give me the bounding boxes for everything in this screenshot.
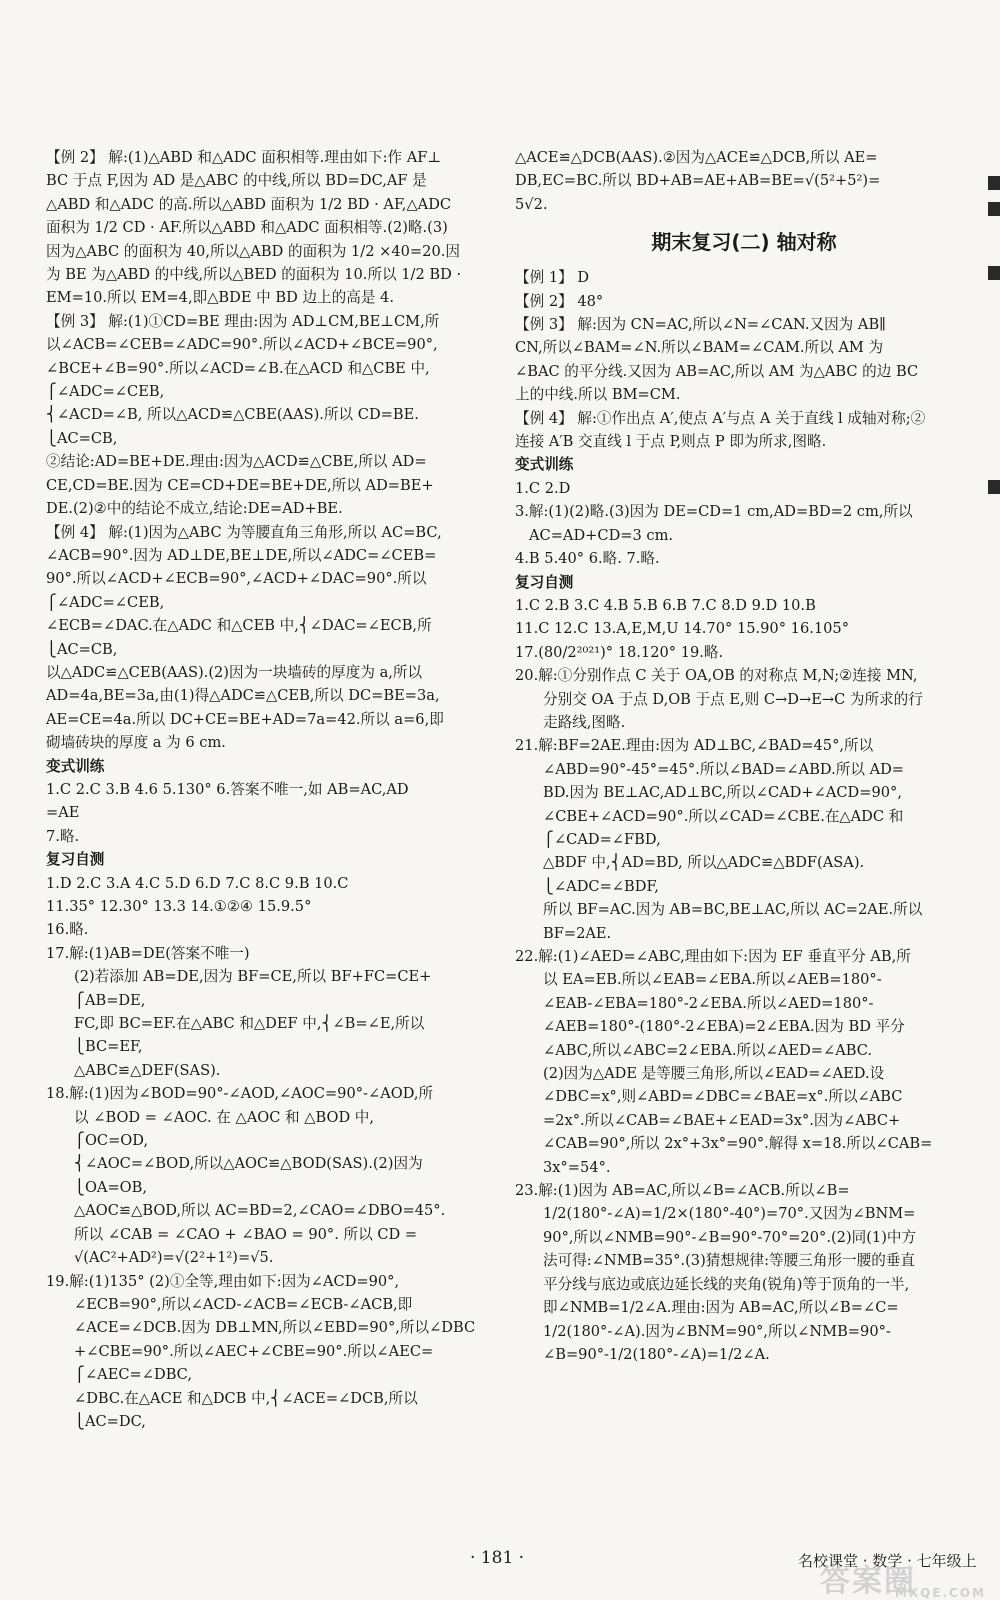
watermark-en: MXQE.COM <box>894 1586 986 1600</box>
text-line: AE=CE=4a.所以 DC+CE=BE+AD=7a=42.所以 a=6,即 <box>46 710 444 728</box>
section-title: 期末复习(二) 轴对称 <box>651 230 837 255</box>
text-line: 90°.所以∠ACD+∠ECB=90°,∠ACD+∠DAC=90°.所以 <box>46 570 427 588</box>
text-line: 法可得:∠NMB=35°.(3)猜想规律:等腰三角形一腰的垂直 <box>543 1252 915 1270</box>
text-line: 走路线,图略. <box>543 713 626 731</box>
text-line: 22.解:(1)∠AED=∠ABC,理由如下:因为 EF 垂直平分 AB,所 <box>515 948 911 965</box>
text-line: (2)若添加 AB=DE,因为 BF=CE,所以 BF+FC=CE+ <box>74 968 432 986</box>
text-line: 1.D 2.C 3.A 4.C 5.D 6.D 7.C 8.C 9.B 10.C <box>46 874 349 892</box>
text-line: 以 ∠BOD = ∠AOC. 在 △AOC 和 △BOD 中, <box>74 1108 375 1126</box>
text-line: 1.C 2.D <box>515 479 571 497</box>
text-line: ∠CAB=90°,所以 2x°+3x°=90°.解得 x=18.所以∠CAB= <box>543 1135 933 1153</box>
text-line: ∠ABC,所以∠ABC=2∠EBA.所以∠AED=∠ABC. <box>543 1041 873 1059</box>
text-line: 23.解:(1)因为 AB=AC,所以∠B=∠ACB.所以∠B= <box>515 1182 850 1200</box>
page-edge-mark <box>988 266 1000 280</box>
text-line: +∠CBE=90°.所以∠AEC+∠CBE=90°.所以∠AEC= <box>74 1342 434 1360</box>
text-line: ∠ACB=90°.因为 AD⊥DE,BE⊥DE,所以∠ADC=∠CEB= <box>46 546 437 564</box>
text-line: 1.C 2.B 3.C 4.B 5.B 6.B 7.C 8.D 9.D 10.B <box>515 596 816 614</box>
text-line: △BDF 中,⎨AD=BD, 所以△ADC≌△BDF(ASA). <box>543 854 865 872</box>
text-line: 3x°=54°. <box>543 1158 611 1176</box>
page-edge-mark <box>988 202 1000 216</box>
page-edge-mark <box>988 480 1000 494</box>
text-line: FC,即 BC=EF.在△ABC 和△DEF 中,⎨∠B=∠E,所以 <box>74 1015 425 1033</box>
text-line: √(AC²+AD²)=√(2²+1²)=√5. <box>74 1249 274 1267</box>
text-line: ⎧∠ADC=∠CEB, <box>46 593 165 611</box>
text-line: 以∠ACB=∠CEB=∠ADC=90°.所以∠ACD+∠BCE=90°, <box>46 336 438 354</box>
text-line: 16.略. <box>46 921 89 939</box>
text-line: 平分线与底边或底边延长线的夹角(锐角)等于顶角的一半, <box>543 1275 910 1293</box>
text-line: DB,EC=BC.所以 BD+AB=AE+AB=BE=√(5²+5²)= <box>515 172 881 190</box>
text-line: 90°,所以∠NMB=90°-∠B=90°-70°=20°.(2)同(1)中方 <box>543 1228 917 1246</box>
text-line: △ABC≌△DEF(SAS). <box>74 1061 221 1079</box>
section-heading: 变式训练 <box>46 757 105 775</box>
watermark-logo <box>820 1556 990 1600</box>
page-edge-mark <box>988 176 1000 190</box>
right-column <box>515 146 973 1366</box>
text-line: 面积为 1/2 CD · AF.所以△ABD 和△ADC 面积相等.(2)略.(3) <box>46 219 448 237</box>
text-line: BF=2AE. <box>543 924 612 942</box>
text-line: 19.解:(1)135° (2)①全等,理由如下:因为∠ACD=90°, <box>46 1272 400 1290</box>
text-line: 1/2(180°-∠A)=1/2×(180°-40°)=70°.又因为∠BNM= <box>543 1205 916 1223</box>
watermark-cn: 答案圈 <box>820 1564 916 1599</box>
text-line: ⎩∠ADC=∠BDF, <box>543 877 659 895</box>
text-line: 【例 2】 解:(1)△ABD 和△ADC 面积相等.理由如下:作 AF⊥ <box>46 149 442 166</box>
text-line: 11.C 12.C 13.A,E,M,U 14.70° 15.90° 16.105° <box>515 620 850 638</box>
text-line: ∠DBC=x°,则∠ABD=∠DBC=∠BAE=x°.所以∠ABC <box>543 1088 903 1106</box>
text-line: 【例 1】 D <box>515 269 590 287</box>
text-line: 1/2(180°-∠A).因为∠BNM=90°,所以∠NMB=90°- <box>543 1322 891 1340</box>
text-line: △ACE≌△DCB(AAS).②因为△ACE≌△DCB,所以 AE= <box>515 149 878 166</box>
text-line: △ABD 和△ADC 的高.所以△ABD 面积为 1/2 BD · AF,△ADC <box>46 195 452 213</box>
text-line: CN,所以∠BAM=∠N.所以∠BAM=∠CAM.所以 AM 为 <box>515 339 884 357</box>
text-line: 【例 2】 48° <box>515 292 604 310</box>
text-line: 18.解:(1)因为∠BOD=90°-∠AOD,∠AOC=90°-∠AOD,所 <box>46 1085 434 1103</box>
text-line: ∠BCE+∠B=90°.所以∠ACD=∠B.在△ACD 和△CBE 中, <box>46 359 430 377</box>
page-number: · 181 · <box>470 1548 525 1568</box>
text-line: 4.B 5.40° 6.略. 7.略. <box>515 550 660 568</box>
text-line: 为 BE 为△ABD 的中线,所以△BED 的面积为 10.所以 1/2 BD · <box>46 266 462 284</box>
text-line: 因为△ABC 的面积为 40,所以△ABD 的面积为 1/2 ×40=20.因 <box>46 242 460 260</box>
text-line: ②结论:AD=BE+DE.理由:因为△ACD≌△CBE,所以 AD= <box>46 453 427 471</box>
left-column <box>46 146 494 1433</box>
text-line: ⎨∠AOC=∠BOD,所以△AOC≌△BOD(SAS).(2)因为 <box>74 1155 423 1173</box>
text-line: 21.解:BF=2AE.理由:因为 AD⊥BC,∠BAD=45°,所以 <box>515 737 874 755</box>
section-heading: 复习自测 <box>46 851 105 869</box>
text-line: 上的中线.所以 BM=CM. <box>515 386 681 404</box>
text-line: ∠ACE=∠DCB.因为 DB⊥MN,所以∠EBD=90°,所以∠DBC <box>74 1319 476 1337</box>
text-line: 5√2. <box>515 195 548 213</box>
text-line: ∠DBC.在△ACE 和△DCB 中,⎨∠ACE=∠DCB,所以 <box>74 1389 418 1407</box>
text-line: 1.C 2.C 3.B 4.6 5.130° 6.答案不唯一,如 AB=AC,AD <box>46 780 409 798</box>
text-line: 砌墙砖块的厚度 a 为 6 cm. <box>46 734 226 752</box>
text-line: ⎧∠AEC=∠DBC, <box>74 1366 192 1384</box>
text-line: 20.解:①分别作点 C 关于 OA,OB 的对称点 M,N;②连接 MN, <box>515 667 918 685</box>
text-line: 17.(80/2²⁰²¹)° 18.120° 19.略. <box>515 643 724 661</box>
text-line: ⎩OA=OB, <box>74 1178 148 1196</box>
text-line: ∠BAC 的平分线.又因为 AB=AC,所以 AM 为△ABC 的边 BC <box>515 362 919 380</box>
text-line: ∠B=90°-1/2(180°-∠A)=1/2∠A. <box>543 1345 770 1363</box>
text-line: 【例 3】 解:(1)①CD=BE 理由:因为 AD⊥CM,BE⊥CM,所 <box>46 312 440 330</box>
text-line: AC=AD+CD=3 cm. <box>529 526 674 544</box>
text-line: ⎧∠CAD=∠FBD, <box>543 830 661 848</box>
text-line: ⎩AC=CB, <box>46 429 118 447</box>
footer-series-label: 名校课堂 · 数学 · 七年级上 <box>798 1552 977 1570</box>
text-line: ⎧∠ADC=∠CEB, <box>46 383 165 401</box>
text-line: 所以 ∠CAB = ∠CAO + ∠BAO = 90°. 所以 CD = <box>74 1225 418 1243</box>
section-heading: 变式训练 <box>515 456 574 474</box>
text-line: 7.略. <box>46 827 80 845</box>
text-line: ∠CBE+∠ACD=90°.所以∠CAD=∠CBE.在△ADC 和 <box>543 807 904 825</box>
text-line: ∠ABD=90°-45°=45°.所以∠BAD=∠ABD.所以 AD= <box>543 760 905 778</box>
text-line: CE,CD=BE.因为 CE=CD+DE=BE+DE,所以 AD=BE+ <box>46 476 434 494</box>
text-line: ∠EAB-∠EBA=180°-2∠EBA.所以∠AED=180°- <box>543 994 874 1012</box>
text-line: 即∠NMB=1/2∠A.理由:因为 AB=AC,所以∠B=∠C= <box>543 1299 899 1317</box>
text-line: 3.解:(1)(2)略.(3)因为 DE=CD=1 cm,AD=BD=2 cm,所以 <box>515 503 913 521</box>
text-line: ∠ECB=90°,所以∠ACD-∠ACB=∠ECB-∠ACB,即 <box>74 1295 413 1313</box>
text-line: ∠AEB=180°-(180°-2∠EBA)=2∠EBA.因为 BD 平分 <box>543 1018 905 1036</box>
text-line: BD.因为 BE⊥AC,AD⊥BC,所以∠CAD+∠ACD=90°, <box>543 784 902 802</box>
right-column-intro <box>515 146 973 216</box>
text-line: EM=10.所以 EM=4,即△BDE 中 BD 边上的高是 4. <box>46 289 394 307</box>
text-line: AD=4a,BE=3a,由(1)得△ADC≌△CEB,所以 DC=BE=3a, <box>46 687 440 705</box>
text-line: (2)因为△ADE 是等腰三角形,所以∠EAD=∠AED.设 <box>543 1065 885 1083</box>
text-line: 11.35° 12.30° 13.3 14.①②④ 15.9.5° <box>46 898 312 915</box>
text-line: 以 EA=EB.所以∠EAB=∠EBA.所以∠AEB=180°- <box>543 971 882 989</box>
text-line: 【例 4】 解:(1)因为△ABC 为等腰直角三角形,所以 AC=BC, <box>46 523 442 541</box>
text-line: 【例 3】 解:因为 CN=AC,所以∠N=∠CAN.又因为 AB∥ <box>515 316 886 334</box>
text-line: △AOC≌△BOD,所以 AC=BD=2,∠CAO=∠DBO=45°. <box>74 1202 446 1220</box>
text-line: 17.解:(1)AB=DE(答案不唯一) <box>46 944 250 962</box>
section-heading: 复习自测 <box>515 573 574 591</box>
text-line: =2x°.所以∠CAB=∠BAE+∠EAD=3x°.因为∠ABC+ <box>543 1111 901 1129</box>
text-line: ∠ECB=∠DAC.在△ADC 和△CEB 中,⎨∠DAC=∠ECB,所 <box>46 617 432 635</box>
text-line: 【例 4】 解:①作出点 A′,使点 A′与点 A 关于直线 l 成轴对称;② <box>515 409 926 427</box>
text-line: ⎩BC=EF, <box>74 1038 143 1056</box>
text-line: ⎧OC=OD, <box>74 1132 149 1150</box>
text-line: BC 于点 F,因为 AD 是△ABC 的中线,所以 BD=DC,AF 是 <box>46 172 427 190</box>
text-line: ⎧AB=DE, <box>74 991 146 1009</box>
text-line: 以△ADC≌△CEB(AAS).(2)因为一块墙砖的厚度为 a,所以 <box>46 663 423 681</box>
text-line: ⎨∠ACD=∠B, 所以△ACD≌△CBE(AAS).所以 CD=BE. <box>46 406 419 424</box>
right-column-body <box>515 266 973 1366</box>
text-line: =AE <box>46 804 80 822</box>
text-line: 分别交 OA 于点 D,OB 于点 E,则 C→D→E→C 为所求的行 <box>543 690 923 708</box>
text-line: 连接 A′B 交直线 l 于点 P,则点 P 即为所求,图略. <box>515 433 827 451</box>
text-line: ⎩AC=CB, <box>46 640 118 658</box>
text-line: DE.(2)②中的结论不成立,结论:DE=AD+BE. <box>46 500 343 518</box>
text-line: 所以 BF=AC.因为 AB=BC,BE⊥AC,所以 AC=2AE.所以 <box>543 901 923 919</box>
text-line: ⎩AC=DC, <box>74 1412 146 1430</box>
